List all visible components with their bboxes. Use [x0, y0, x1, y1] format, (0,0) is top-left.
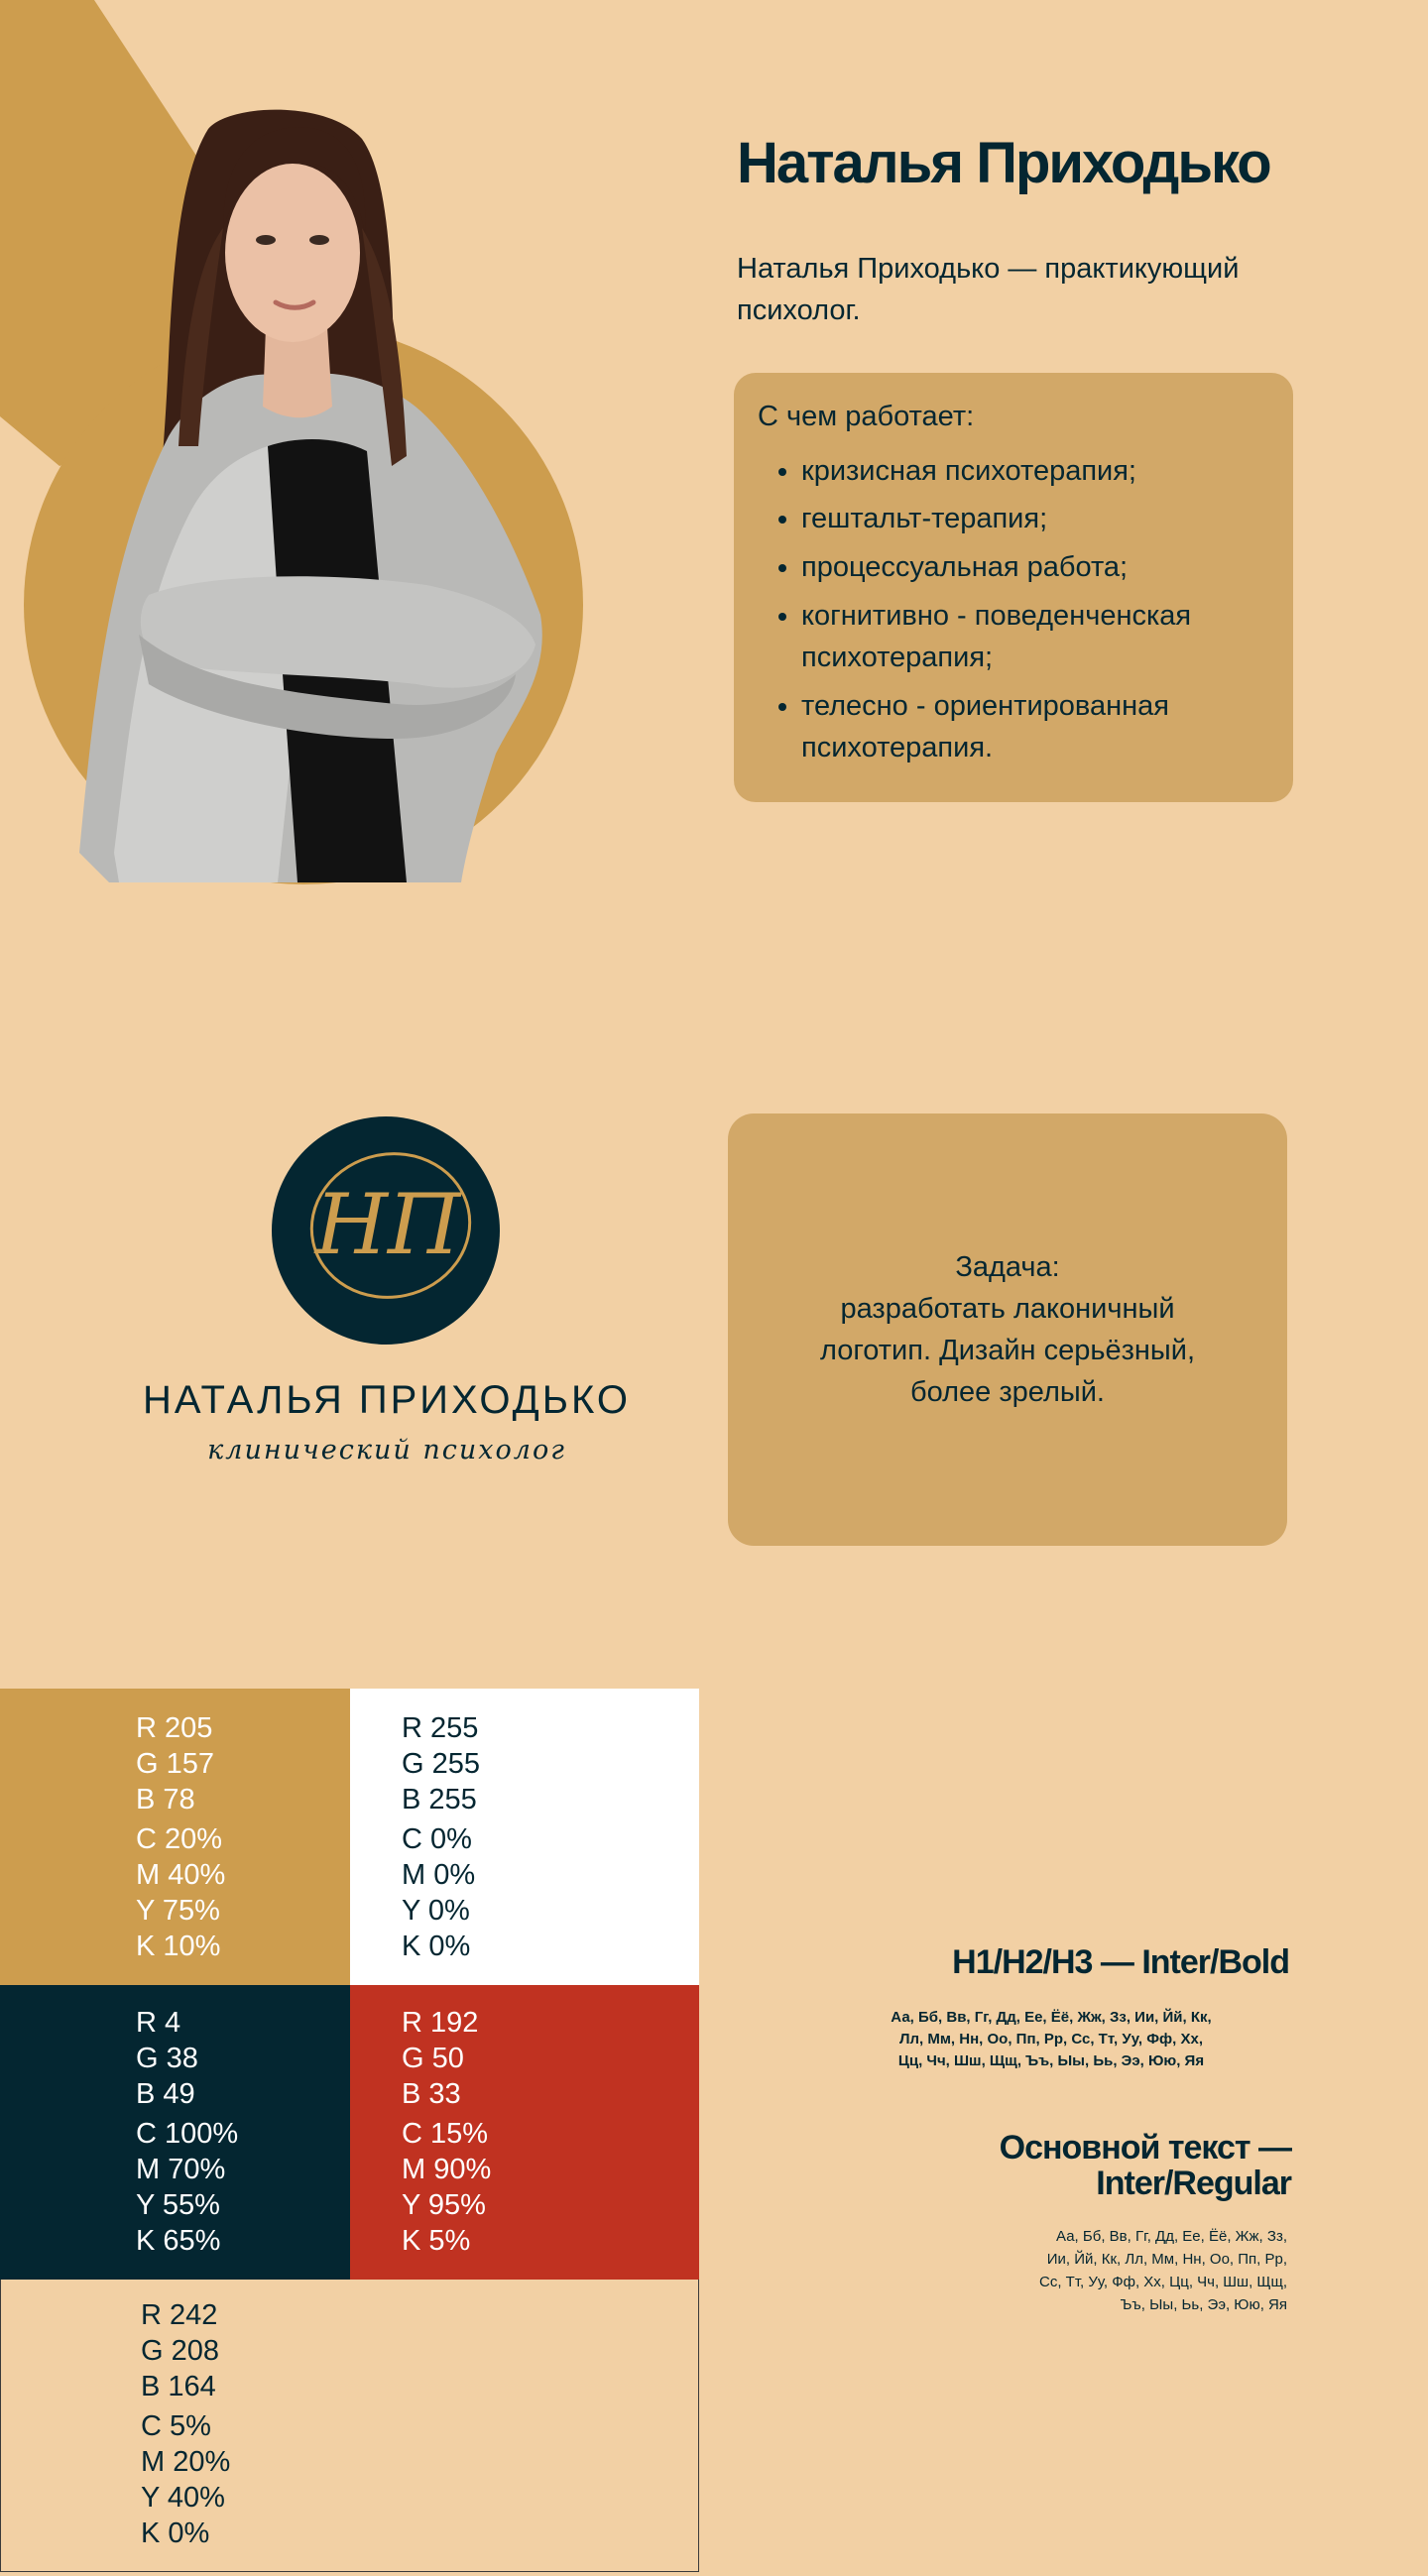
task-card	[728, 1113, 1287, 1546]
swatch-cmyk-c: C 20%	[136, 1823, 223, 1855]
body-sample-line: Ии, Йй, Кк, Лл, Мм, Нн, Оо, Пп, Рр,	[1046, 2251, 1287, 2268]
swatch-cmyk-m: M 70%	[136, 2154, 226, 2185]
logo-name: НАТАЛЬЯ ПРИХОДЬКО	[143, 1378, 631, 1422]
swatch-dark	[0, 1985, 350, 2280]
swatch-rgb-g: G 38	[136, 2043, 198, 2074]
swatch-cmyk-m: M 90%	[402, 2154, 492, 2185]
swatch-cmyk-c: C 0%	[402, 1823, 472, 1855]
body-font-label-line: Inter/Regular	[1096, 2165, 1291, 2202]
swatch-cmyk-c: C 5%	[141, 2410, 211, 2442]
logo-subtitle: клинический психолог	[207, 1435, 566, 1465]
swatch-rgb-b: B 164	[141, 2371, 216, 2402]
swatch-rgb-g: G 157	[136, 1748, 214, 1780]
services-card	[734, 373, 1293, 802]
service-item: • гештальт-терапия;	[801, 498, 1269, 540]
heading-font-sample	[813, 2007, 1289, 2072]
swatch-cmyk-k: K 0%	[141, 2517, 210, 2549]
task-line: логотип. Дизайн серьёзный,	[819, 1335, 1196, 1366]
body-font-label	[873, 2130, 1291, 2201]
swatch-cmyk-c: C 15%	[402, 2118, 489, 2150]
task-line: разработать лаконичный	[840, 1292, 1175, 1325]
swatch-rgb-r: R 192	[402, 2007, 479, 2039]
page-title: Наталья Приходько	[737, 131, 1270, 195]
body-font-label-line: Основной текст —	[999, 2129, 1291, 2166]
logo-monogram: НП	[314, 1176, 461, 1273]
swatch-gold	[0, 1689, 350, 1985]
intro-text: Наталья Приходько — практикующий психолог.	[737, 253, 1240, 327]
swatch-red	[350, 1985, 699, 2280]
swatch-cmyk-m: M 0%	[402, 1859, 476, 1891]
services-title: С чем работает:	[758, 401, 975, 432]
task-text	[789, 1246, 1226, 1413]
swatch-cmyk-y: Y 95%	[402, 2189, 486, 2221]
swatch-rgb-b: B 49	[136, 2078, 195, 2110]
task-line: более зрелый.	[910, 1376, 1105, 1409]
swatch-beige	[0, 2280, 699, 2572]
swatch-rgb-g: G 255	[402, 1748, 480, 1780]
service-item: • процессуальная работа;	[801, 546, 1269, 589]
swatch-cmyk-k: K 5%	[402, 2225, 471, 2257]
swatch-rgb-b: B 255	[402, 1784, 477, 1815]
heading-font-label: H1/H2/H3 — Inter/Bold	[952, 1943, 1289, 1981]
heading-sample-line: Аа, Бб, Вв, Гг, Дд, Ее, Ёё, Жж, Зз, Ии, Йй, Кк,	[891, 2009, 1212, 2026]
body-sample-line: Аа, Бб, Вв, Гг, Дд, Ее, Ёё, Жж, Зз,	[1056, 2228, 1287, 2245]
swatch-cmyk-y: Y 0%	[402, 1895, 470, 1927]
swatch-rgb-b: B 33	[402, 2078, 461, 2110]
hero-art	[0, 0, 615, 892]
body-sample-line: Ъъ, Ыы, Ьь, Ээ, Юю, Яя	[1120, 2296, 1287, 2313]
swatch-rgb-g: G 50	[402, 2043, 464, 2074]
swatch-white	[350, 1689, 699, 1985]
swatch-cmyk-k: K 10%	[136, 1931, 221, 1962]
heading-sample-line: Цц, Чч, Шш, Щщ, Ъъ, Ыы, Ьь, Ээ, Юю, Яя	[897, 2052, 1205, 2069]
body-font-sample	[892, 2225, 1287, 2316]
swatch-cmyk-y: Y 75%	[136, 1895, 220, 1927]
swatch-rgb-b: B 78	[136, 1784, 195, 1815]
swatch-cmyk-k: K 0%	[402, 1931, 471, 1962]
monogram-logo	[272, 1116, 500, 1345]
swatch-cmyk-m: M 20%	[141, 2446, 231, 2478]
swatch-rgb-r: R 242	[141, 2299, 218, 2331]
heading-sample-line: Лл, Мм, Нн, Оо, Пп, Рр, Сс, Тт, Уу, Фф, Хх,	[898, 2031, 1204, 2048]
service-item: • кризисная психотерапия;	[801, 450, 1269, 493]
services-list	[758, 450, 1269, 769]
swatch-cmyk-k: K 65%	[136, 2225, 221, 2257]
swatch-rgb-r: R 4	[136, 2007, 181, 2039]
swatch-rgb-r: R 205	[136, 1712, 213, 1744]
task-label: Задача:	[955, 1250, 1060, 1283]
swatch-cmyk-y: Y 55%	[136, 2189, 220, 2221]
swatch-cmyk-m: M 40%	[136, 1859, 226, 1891]
swatch-rgb-r: R 255	[402, 1712, 479, 1744]
swatch-cmyk-y: Y 40%	[141, 2482, 225, 2514]
swatch-rgb-g: G 208	[141, 2335, 219, 2367]
service-item: • когнитивно - поведенченская психотерапия;	[801, 595, 1269, 679]
service-item: • телесно - ориентированная психотерапия.	[801, 685, 1269, 769]
swatch-cmyk-c: C 100%	[136, 2118, 239, 2150]
body-sample-line: Сс, Тт, Уу, Фф, Хх, Цц, Чч, Шш, Щщ,	[1038, 2274, 1287, 2290]
